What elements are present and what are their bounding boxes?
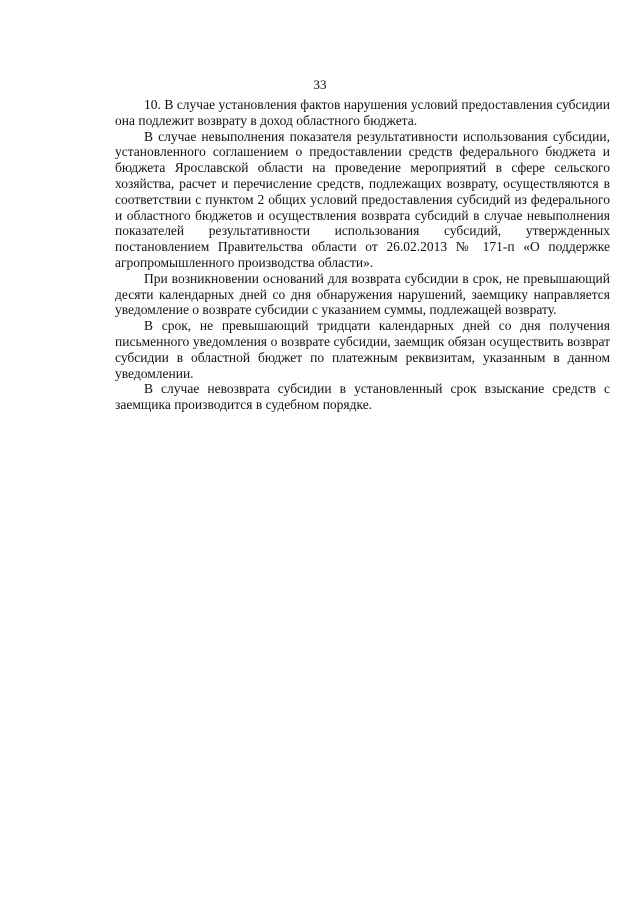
paragraph-notification: При возникновении оснований для возврата субсидии в срок, не превышающий десяти календарных дней со дня обнаружения нарушений, заемщику направляется уведомление о возврате субсидии с указанием суммы, подлежащей возврату.: [115, 270, 610, 318]
paragraph-court-recovery: В случае невозврата субсидии в установленный срок взыскание средств с заемщика производится в судебном порядке.: [115, 381, 610, 413]
paragraph-refund-condition: 10. В случае установления фактов нарушения условий предоставления субсидии она подлежит возврату в доход областного бюджета.: [115, 97, 610, 128]
page-number: 33: [313, 77, 327, 92]
document-body: [115, 97, 610, 413]
paragraph-performance-indicator: В случае невыполнения показателя результативности использования субсидии, установленного соглашением о предоставлении средств федерального бюджета и бюджета Ярославской области на проведение мероприятий в сфере сельского хозяйства, расчет и перечисление средств, подлежащих возврату, осуществляются в соответствии с пунктом 2 общих условий предоставления субсидий из федерального и областного бюджетов и осуществления возврата субсидий в случае невыполнения показателей результативности использования субсидий, утвержденных постановлением Правительства области от 26.02.2013 № 171-п «О поддержке агропромышленного производства области».: [115, 128, 610, 270]
paragraph-refund-deadline: В срок, не превышающий тридцати календарных дней со дня получения письменного уведомления о возврате субсидии, заемщик обязан осуществить возврат субсидии в областной бюджет по платежным реквизитам, указанным в данном уведомлении.: [115, 318, 610, 381]
